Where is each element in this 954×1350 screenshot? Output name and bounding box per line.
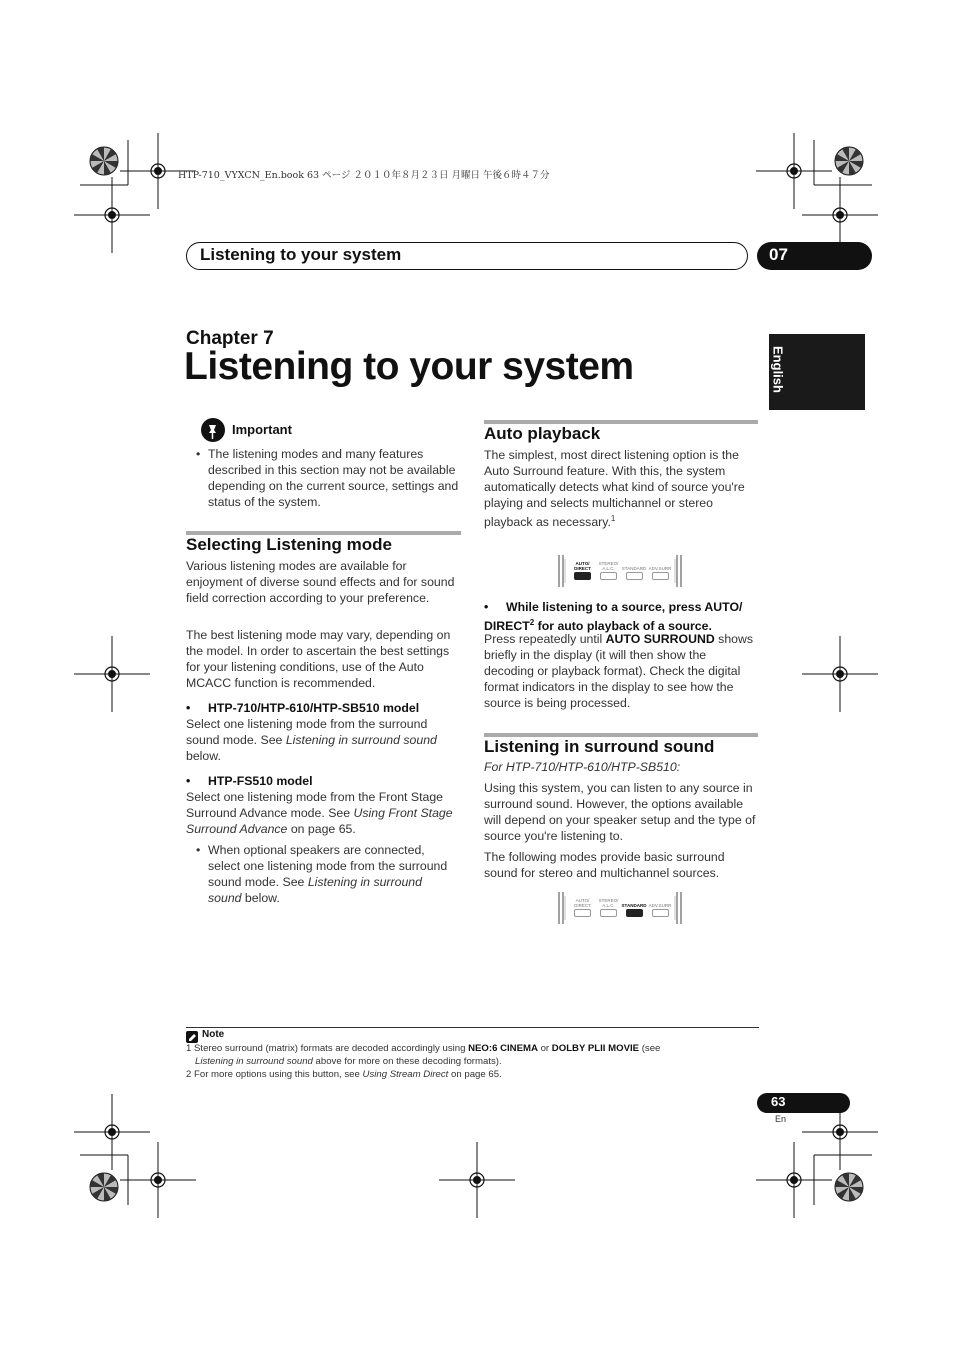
note-label: Note: [202, 1029, 225, 1040]
selecting-paragraph-2: The best listening mode may vary, depending on the model. In order to ascertain the best settings for your listening conditions, use of the Auto MCACC function is recommended.: [186, 628, 451, 690]
front-panel-diagram: [556, 890, 684, 926]
bullet-dot: •: [196, 447, 201, 461]
surround-for-models: For HTP-710/HTP-610/HTP-SB510:: [484, 760, 681, 774]
auto-playback-paragraph: The simplest, most direct listening option is the Auto Surround feature. With this, the system automatically detects what kind of source you're playing and selects multichannel or stereo playback as necessary.$^1$: [484, 448, 745, 530]
model2-heading: HTP-FS510 model: [208, 774, 313, 788]
surround-paragraph-1: Using this system, you can listen to any source in surround sound. However, the options available will depend on your speaker setup and the type of source you're listening to.: [484, 781, 756, 843]
section-title-surround: Listening in surround sound: [484, 737, 715, 756]
panel-button-auto-direct: AUTO/ DIRECT: [570, 898, 595, 917]
panel-button-stereo-alc: STEREO/ A.L.C.: [596, 898, 621, 917]
chapter-label: Chapter 7: [186, 328, 274, 349]
header-title: Listening to your system: [200, 245, 402, 264]
important-bullet: The listening modes and many features described in this section may not be available depending on the current source, settings and status of the system.: [208, 447, 459, 509]
file-header: HTP-710_VYXCN_En.book 63 ページ ２０１０年８月２３日 月曜日 午後６時４７分: [178, 170, 550, 181]
page-title: Listening to your system: [184, 345, 634, 388]
auto-playback-step: While listening to a source, press AUTO/ DIRECT$^2$ for auto playback of a source.: [484, 600, 743, 634]
panel-button-auto-direct: AUTO/ DIRECT: [570, 561, 595, 580]
important-label: Important: [232, 422, 292, 437]
selecting-paragraph-1: Various listening modes are available for enjoyment of diverse sound effects and for sound field correction according to your preference.: [186, 559, 455, 605]
sub-bullet: When optional speakers are connected, select one listening mode from the surround sound mode. See Listening in surround sound below.: [208, 843, 448, 905]
important-icon: [200, 417, 226, 443]
panel-button-adv-surr: ADV.SURR: [646, 561, 674, 580]
note-2: 2 For more options using this button, see Using Stream Direct on page 65.: [186, 1069, 502, 1080]
page-language: En: [775, 1114, 787, 1124]
panel-button-standard: STANDARD: [620, 898, 648, 917]
section-title-auto-playback: Auto playback: [484, 424, 601, 443]
page-number: 63: [757, 1093, 850, 1113]
bullet-dot: •: [186, 701, 191, 715]
front-panel-diagram: [556, 553, 684, 589]
model1-text: Select one listening mode from the surround sound mode. See Listening in surround sound below.: [186, 717, 437, 763]
surround-paragraph-2: The following modes provide basic surround sound for stereo and multichannel sources.: [484, 850, 725, 880]
model2-text: Select one listening mode from the Front Stage Surround Advance mode. See Using Front Stage Surround Advance on page 65.: [186, 790, 453, 836]
section-title-selecting: Selecting Listening mode: [186, 535, 392, 554]
auto-playback-instructions: Press repeatedly until AUTO SURROUND shows briefly in the display (it will then show the decoding or playback format). Check the digital format indicators in the display to see how the source is being processed.: [484, 632, 754, 710]
model1-heading: HTP-710/HTP-610/HTP-SB510 model: [208, 701, 420, 715]
chapter-number-badge: 07: [757, 242, 872, 270]
bullet-dot: •: [484, 600, 489, 614]
note-1: 1 Stereo surround (matrix) formats are decoded accordingly using NEO:6 CINEMA or DOLBY PLII MOVIE (see Listening in surround sound above for more on these decoding formats).: [186, 1043, 661, 1067]
bullet-dot: •: [186, 774, 191, 788]
note-rule: [186, 1027, 759, 1028]
bullet-dot: •: [196, 843, 201, 857]
language-tab-label: English: [770, 346, 786, 393]
panel-button-standard: STANDARD: [620, 561, 648, 580]
panel-button-adv-surr: ADV.SURR: [646, 898, 674, 917]
panel-button-stereo-alc: STEREO/ A.L.C.: [596, 561, 621, 580]
